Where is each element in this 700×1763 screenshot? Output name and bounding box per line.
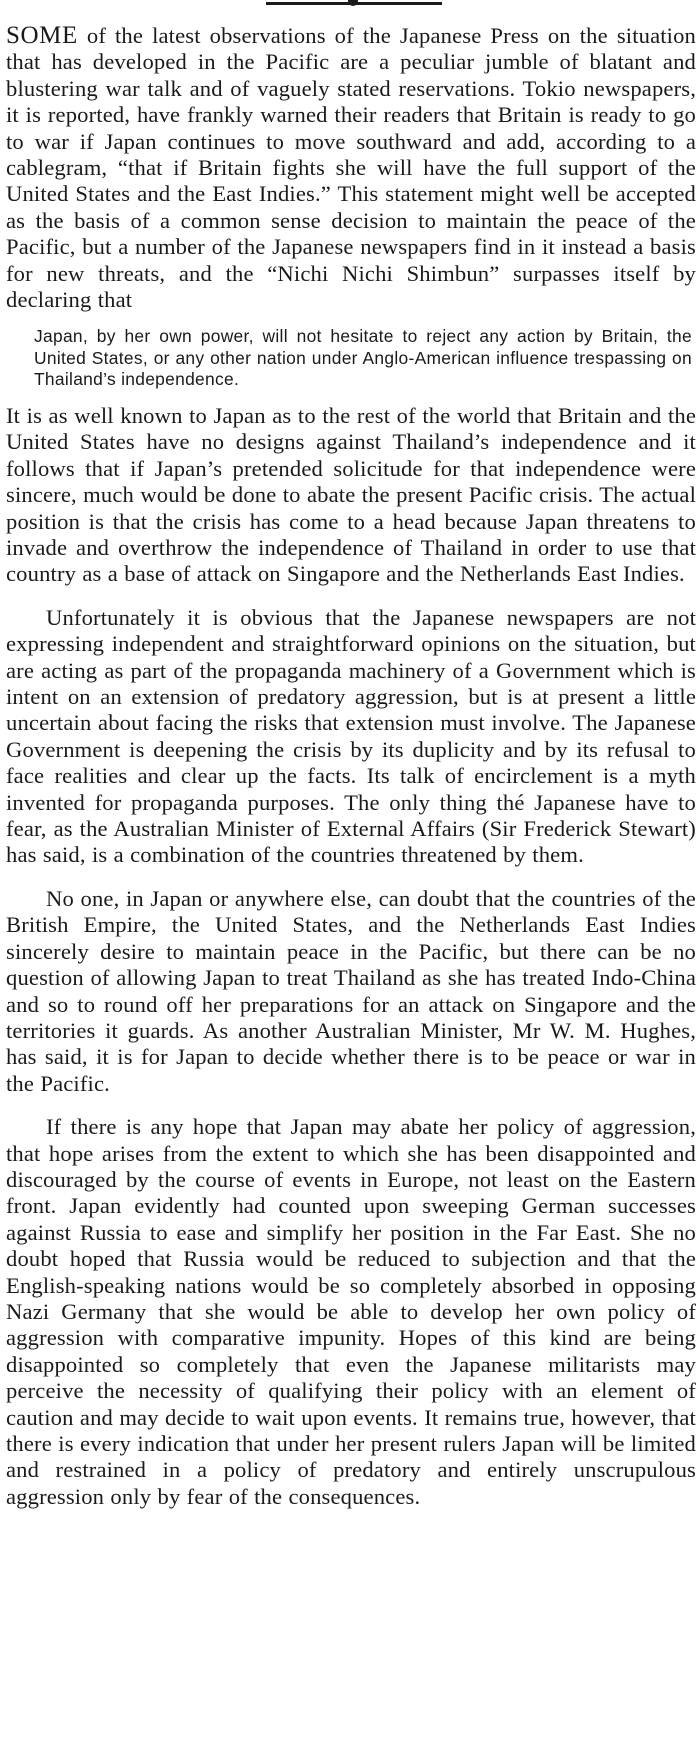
- paragraph-1-text: of the latest observations of the Japanese Press on the situation that has developed in the Pacific are a peculiar jumble of blatant and blustering war talk and of vaguely stated reservations. Tokio newspapers, it is reported, have frankly warned their readers that Britain is ready to go to war if Japan continues to move southward and add, according to a cablegram, “that if Britain fights she will have the full support of the United States and the East Indies.” This statement might well be accepted as the basis of a common sense decision to maintain the peace of the Pacific, but a number of the Japanese newspapers find in it instead a basis for new threats, and the “Nichi Nichi Shimbun” surpasses itself by declaring that: [6, 23, 696, 313]
- paragraph-4: No one, in Japan or anywhere else, can doubt that the countries of the British Empire, the United States, and the Netherlands East Indies sincerely desire to maintain peace in the Pacific, but there can be no question of allowing Japan to treat Thailand as she has treated Indo-China and so to round off her preparations for an attack on Singapore and the territories it guards. As another Australian Minister, Mr W. M. Hughes, has said, it is for Japan to decide whether there is to be peace or war in the Pacific.: [6, 885, 696, 1096]
- paragraph-1: [6, 23, 696, 313]
- paragraph-3: Unfortunately it is obvious that the Japanese newspapers are not expressing independent and straightforward opinions on the situation, but are acting as part of the propaganda machinery of a Government which is intent on an extension of predatory aggression, but is at present a little uncertain about facing the risks that extension must involve. The Japanese Government is deepening the crisis by its duplicity and by its refusal to face realities and clear up the facts. Its talk of encirclement is a myth invented for propaganda purposes. The only thing thé Japanese have to fear, as the Australian Minister of External Affairs (Sir Frederick Stewart) has said, is a combination of the countries threatened by them.: [6, 604, 696, 868]
- block-quote: Japan, by her own power, will not hesitate to reject any action by Britain, the United States, or any other nation under Anglo-American influence trespassing on Thailand’s independence.: [34, 326, 692, 390]
- rule-ornament-icon: [348, 0, 358, 6]
- lead-in-caps: SOME: [6, 22, 78, 49]
- paragraph-5: If there is any hope that Japan may abate her policy of aggression, that hope arises from the extent to which she has been disappointed and discouraged by the course of events in Europe, not least on the Eastern front. Japan evidently had counted upon sweeping German successes against Russia to ease and simplify her position in the Far East. She no doubt hoped that Russia would be reduced to subjection and that the English-speaking nations would be so completely absorbed in opposing Nazi Germany that she would be able to develop her own policy of aggression with comparative impunity. Hopes of this kind are being disappointed so completely that even the Japanese militarists may perceive the necessity of qualifying their policy with an element of caution and may decide to wait upon events. It remains true, however, that there is every indication that under her present rulers Japan will be limited and restrained in a policy of predatory and entirely unscrupulous aggression only by fear of the consequences.: [6, 1114, 696, 1509]
- article-column: [6, 0, 696, 1510]
- header-rule: [6, 0, 696, 14]
- paragraph-2: It is as well known to Japan as to the rest of the world that Britain and the United States have no designs against Thailand’s independence and it follows that if Japan’s pretended solicitude for that independence were sincere, much would be done to abate the present Pacific crisis. The actual position is that the crisis has come to a head because Japan threatens to invade and overthrow the independence of Thailand in order to use that country as a base of attack on Singapore and the Netherlands East Indies.: [6, 402, 696, 587]
